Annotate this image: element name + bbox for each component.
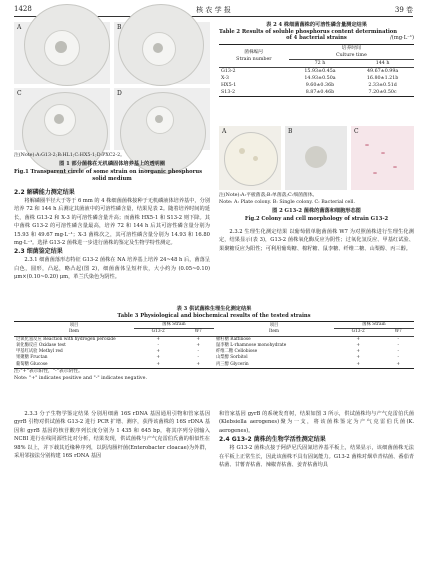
panel-label-c: C: [17, 90, 22, 97]
table-row: S13-2 8.87±0.46b 7.20±0.50c: [219, 89, 414, 97]
t3-col-strain-2: 菌株 Strain: [334, 322, 414, 329]
figure-1-title-cn: 图 1 部分菌株在无机磷固体培养基上的透明圈: [59, 161, 165, 167]
photo-panel-single-colony: [285, 126, 347, 190]
section-2-2-heading: 2.2 解磷能力测定结果: [14, 189, 75, 196]
figure-1-title-en: [14, 169, 210, 182]
section-2-3-2-label: 2.3.2 生理生化测定结果: [229, 229, 288, 235]
table-row: 氧化酶反应 Oxidase test - + 鼠李糖 L-rhamnose monohydrate + -: [16, 342, 399, 348]
section-2-3-1-paragraph: [14, 256, 210, 281]
right-column-bottom: [219, 410, 414, 469]
table-3-grid: 项目 Item 菌株 Strain 项目 Item 菌株 Strain G13-2 W7 G13-2 W7 过氧化氢反应 Reaction with hydrogen peroxide + + 棉籽糖 Raffinose + - 氧化酶反应 Oxidase test - + 鼠李糖 L-rhamnose monohydrate + - 甲基红试验 Methyl red + - 纤维二糖 Cellobiose + - 果聚糖 Fructan + - 山梨醇 Sorbitol + - 葡萄糖 Glucose + + 丙三醇 Glycerin + +: [14, 321, 414, 369]
section-2-2-paragraph: 将解磷圈半径大于等于 6 mm 的 4 株细菌菌株接种于无机磷液体培养基中，分别培养 72 和 144 h 后测定其菌液中的可溶性磷含量，结果见表 2。随着培养时间的延长，菌株 G13-2 和 X-3 的可溶性磷含量升高；而菌株 HX5-1 和 S13-2 则下降。其中菌株 G13-2 的可溶性磷含量最高，培养 72 和 144 h 后其可溶性磷含量分别为 15.93 和 49.67 mg·L⁻¹；X-3 菌株次之，其可溶性磷含量分别为 14.93 和 16.80 mg·L⁻¹。选择 G13-2 菌株进一步进行菌株的鉴定及生物学特性测定。: [14, 198, 210, 247]
photo-panel-b: [114, 22, 210, 84]
table-row: 果聚糖 Fructan + - 山梨醇 Sorbitol + -: [16, 355, 399, 361]
table-2-title-en-line1: Table 2 Results of soluble phosphorus content determination: [219, 28, 398, 35]
journal-name: 核 农 学 报: [196, 6, 231, 14]
table-3-note-cn: 注:"+"表示阳性，"-"表示阴性。: [14, 369, 83, 375]
section-2-3-1-text: G13-2 菌株在 NA 培养基上培养 24~48 h 后，菌落呈白色，圆形，凸起，略凸起(图 2)，细菌菌体呈短杆状，大小约为 (0.05~0.10) μm×(0.10~0.20) μm，革兰氏染色为阴性。: [14, 257, 210, 281]
table-3-title-cn: 表 3 供试菌株生理生化测定结果: [176, 306, 252, 312]
volume: 39 卷: [394, 6, 413, 14]
table-2: [219, 22, 414, 97]
figure-2-note: [219, 193, 414, 206]
table-row: 葡萄糖 Glucose + + 丙三醇 Glycerin + +: [14, 362, 414, 369]
table-row: HX5-1 9.60±0.36b 2.33±0.51d: [221, 82, 397, 88]
photo-panel-a: [14, 22, 110, 84]
t2-col-time: 培养时间 Culture time: [289, 44, 414, 59]
figure-2-note-cn: 注(Note):A:平板菌落;B:单菌落;C:细菌菌体。: [219, 193, 318, 198]
t3-col-item: 项目 Item: [68, 322, 80, 334]
t2-col-72: 72 h: [314, 60, 326, 66]
figure-1-photos: [14, 22, 210, 150]
section-2-3-2: [219, 228, 414, 253]
figure-1-title-en-line2: solid medium: [92, 175, 132, 182]
table-3-note-en: Note: "+" indicates positive and "-" indicates negative.: [14, 375, 147, 381]
section-2-3-3-label: 2.3.3 分子生物学鉴定结果: [24, 411, 90, 417]
table-3: [14, 306, 414, 382]
figure-2-photos: [219, 126, 414, 190]
section-2-4-paragraph: 将 G13-2 菌株点接于阿萨尼氏固氮培养基平板上，结果显示，该细菌菌株无法在平板上正常生长，因此该菌株不具有固氮能力。G13-2 菌株对烟草青枯菌、番茄青枯菌、甘薯青枯菌、辣椒青枯菌、姜青枯菌均具: [219, 445, 414, 469]
table-row: G13-2 15.93±0.45a 49.67±0.99a: [219, 67, 414, 75]
panel-label-b: B: [117, 24, 122, 31]
panel-label-c: C: [354, 128, 359, 135]
t3-col-item-2: 项目 Item: [268, 322, 279, 334]
table-row: 甲基红试验 Methyl red + - 纤维二糖 Cellobiose + -: [16, 349, 399, 355]
section-2-3-1-label: 2.3.1 细菌菌落形态特征: [24, 257, 81, 264]
t3-col-strain: 菌株 Strain: [134, 322, 214, 329]
section-2-4-heading: 2.4 G13-2 菌株的生物学活性测定结果: [219, 436, 326, 444]
panel-label-a: A: [222, 128, 227, 135]
table-2-title-en-line2: of 4 bacterial strains /(mg·L⁻¹): [286, 35, 414, 41]
table-row: X-3 14.93±0.50a 16.80±1.21b: [221, 75, 399, 81]
photo-panel-d: [114, 88, 210, 150]
table-row: 过氧化氢反应 Reaction with hydrogen peroxide + + 棉籽糖 Raffinose + -: [14, 336, 414, 343]
section-2-3-heading: 2.3 细菌鉴定结果: [14, 248, 63, 256]
figure-1-note: 注(Note):A:G13-2;B:HL1;C:HX5-1;D:PXC2-2。: [14, 153, 125, 158]
table-3-title-en: Table 3 Physiological and biochemical results of the tested strains: [117, 312, 311, 319]
photo-panel-c: [14, 88, 110, 150]
photo-panel-cells: [351, 126, 414, 190]
figure-2-title-cn: 图 2 G13-2 菌株的菌落和细胞形态图: [272, 208, 361, 214]
left-column-body: [14, 188, 210, 282]
page-number: 1428: [14, 5, 32, 13]
section-2-3-3-text: 分别用细菌 16S rDNA 基因通用引物和管家基因 gyrB 引物对供试菌株 G13-2 进行 PCR 扩增、测序，获得该菌株的 16S rDNA 基因和 gyrB 基因的核苷酸序列长度分别为 1 435 和 645 bp，将其序列分别输入 NCBI 进行在线同源性比对分析，结果发现，供试菌株与产气克雷伯氏菌的相似性在 98% 以上，并下载其近缘种序列，以阴沟肠杆菌(Enterobacter cloacae)为外群，采用邻接法分别构建 16S rDNA 基因: [14, 411, 211, 460]
table-2-title-cn: 表 2 4 株细菌菌株的可溶性磷含量测定结果: [266, 22, 367, 28]
t2-col-strain: 菌株编号 Strain number: [236, 49, 272, 62]
section-2-3-2-text: 以葡萄假单胞菌菌株 W7 为对照菌株进行生理生化测定，结果显示(表 3)，G13-2 菌株氧化酶反应为阴性；过氧化氢反应、甲基红试验、果聚糖反应为阳性；可利用葡萄糖、棉籽糖、鼠李糖、纤维二糖、山梨醇、丙三醇。: [219, 229, 414, 252]
panel-label-d: D: [117, 90, 122, 97]
phylogeny-paragraph: 和管家基因 gyrB 的系统发育树，结果如图 3 所示，供试菌株均与产气克雷伯氏菌(Klebsiella aerogenes)聚为一支，将该菌株鉴定为产气克雷伯氏菌(K. aerogenes)。: [219, 411, 414, 434]
photo-panel-plate: [219, 126, 281, 190]
panel-label-a: A: [17, 24, 22, 31]
section-2-3-3: [14, 410, 210, 460]
panel-label-b: B: [288, 128, 293, 135]
table-2-unit: /(mg·L⁻¹): [390, 35, 414, 41]
figure-2-title-en: Fig.2 Colony and cell morphology of strain G13-2: [244, 216, 389, 222]
t2-col-144: 144 h: [375, 60, 390, 66]
figure-2-note-en: Note: A: Plate colony. B: Single colony. C: Bacterial cell.: [219, 199, 355, 205]
table-2-grid: [219, 44, 414, 97]
figure-1-title-en-line1: Fig.1 Transparent circle of some strain on inorganic phosphorus: [14, 169, 203, 175]
